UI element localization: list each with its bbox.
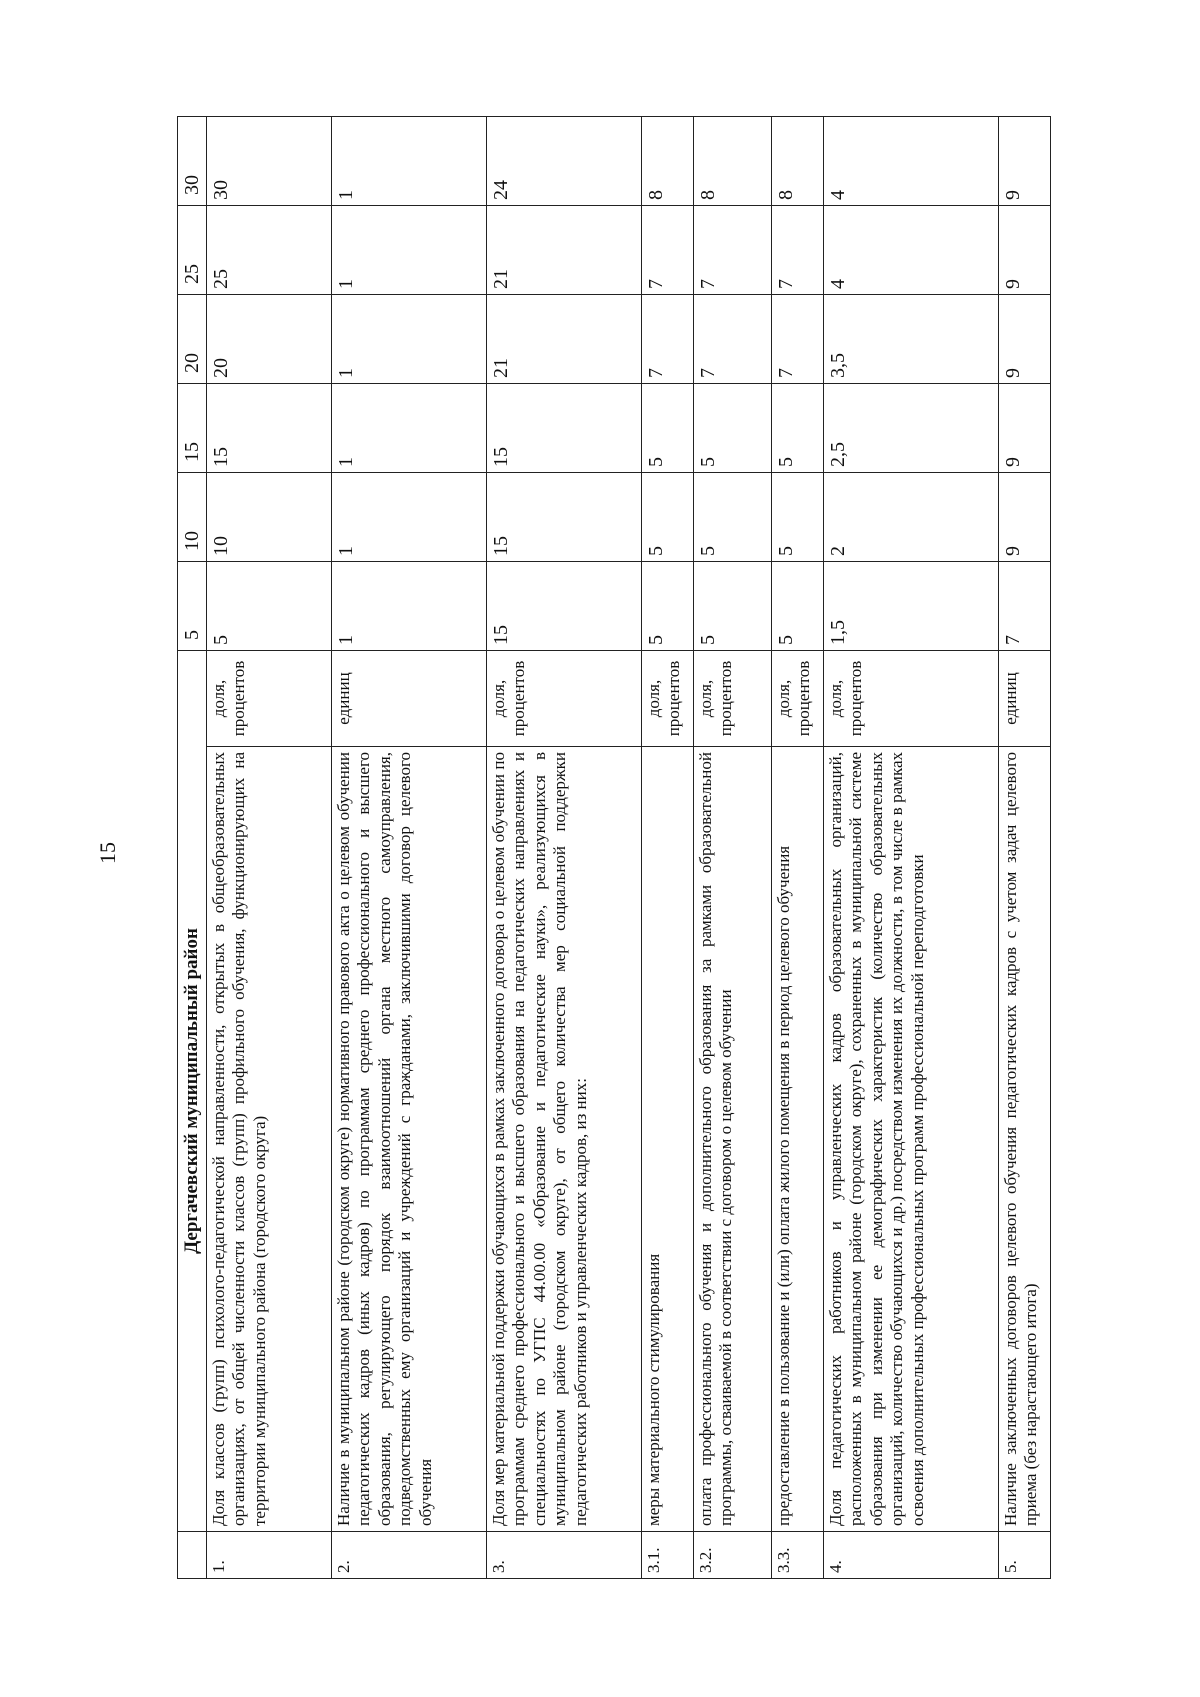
table-row [487, 117, 642, 1579]
year-header: 5 [178, 562, 207, 651]
indicator-text: Наличие заключенных договоров целевого обучения педагогических кадров с учетом задач целевого приема (без нарастающего итога) [999, 747, 1051, 1532]
value-cell: 8 [694, 117, 772, 206]
value-cell: 5 [642, 473, 694, 562]
value-cell: 24 [487, 117, 642, 206]
row-number: 3.2. [694, 1532, 772, 1579]
value-cell: 7 [772, 206, 824, 295]
value-cell: 7 [772, 295, 824, 384]
row-number: 4. [824, 1532, 999, 1579]
unit-cell: доля, процентов [207, 651, 332, 747]
value-cell: 15 [487, 562, 642, 651]
table-row [772, 117, 824, 1579]
value-cell: 5 [772, 473, 824, 562]
value-cell: 7 [642, 295, 694, 384]
indicator-text: Наличие в муниципальном районе (городском округе) нормативного правового акта о целевом обучении педагогических кадров (иных кадров) по программам среднего профессионального и высшего образования, регулирующего порядок взаимоотношений органа местного самоуправления, подведомственных ему организаций и учреждений с гражданами, заключившими договор целевого обучения [332, 747, 487, 1532]
table-header-row [178, 117, 207, 1579]
value-cell: 3,5 [824, 295, 999, 384]
indicator-text: предоставление в пользование и (или) оплата жилого помещения в период целевого обучения [772, 747, 824, 1532]
value-cell: 5 [694, 384, 772, 473]
unit-cell: доля, процентов [694, 651, 772, 747]
year-header: 10 [178, 473, 207, 562]
value-cell: 1,5 [824, 562, 999, 651]
table-row [642, 117, 694, 1579]
unit-cell: единиц [999, 651, 1051, 747]
value-cell: 2 [824, 473, 999, 562]
value-cell: 8 [642, 117, 694, 206]
value-cell: 5 [207, 562, 332, 651]
row-number: 3.3. [772, 1532, 824, 1579]
rotated-table-container [177, 117, 1041, 1579]
value-cell: 15 [207, 384, 332, 473]
row-number: 1. [207, 1532, 332, 1579]
indicator-text: Доля педагогических работников и управленческих кадров образовательных организаций, расположенных в муниципальном районе (городском округе), сохраненных в муниципальной системе образования при изменении ее демографических характеристик (количество образовательных организаций, количество обучающихся и др.) посредством изменения их должности, в том числе в рамках освоения дополнительных профессиональных программ профессиональной переподготовки [824, 747, 999, 1532]
year-header: 20 [178, 295, 207, 384]
value-cell: 1 [332, 206, 487, 295]
value-cell: 4 [824, 206, 999, 295]
value-cell: 9 [999, 295, 1051, 384]
value-cell: 7 [999, 562, 1051, 651]
unit-cell: единиц [332, 651, 487, 747]
value-cell: 10 [207, 473, 332, 562]
page-number: 15 [95, 842, 120, 864]
value-cell: 1 [332, 295, 487, 384]
table-row [694, 117, 772, 1579]
unit-cell: доля, процентов [487, 651, 642, 747]
row-number: 2. [332, 1532, 487, 1579]
value-cell: 25 [207, 206, 332, 295]
unit-cell: доля, процентов [772, 651, 824, 747]
table-row [207, 117, 332, 1579]
value-cell: 20 [207, 295, 332, 384]
value-cell: 5 [772, 384, 824, 473]
indicator-text: оплата профессионального обучения и дополнительного образования за рамками образовательной программы, осваиваемой в соответствии с договором о целевом обучении [694, 747, 772, 1532]
table-row [332, 117, 487, 1579]
value-cell: 8 [772, 117, 824, 206]
value-cell: 15 [487, 384, 642, 473]
value-cell: 7 [694, 206, 772, 295]
value-cell: 30 [207, 117, 332, 206]
unit-cell: доля, процентов [824, 651, 999, 747]
indicator-text: Доля мер материальной поддержки обучающихся в рамках заключенного договора о целевом обучении по программам среднего профессионального и высшего образования на педагогических направлениях и специальностях по УГПС 44.00.00 «Образование и педагогические науки», реализующихся в муниципальном районе (городском округе), от общего количества мер социальной поддержки педагогических работников и управленческих кадров, из них: [487, 747, 642, 1532]
value-cell: 1 [332, 562, 487, 651]
indicators-table [177, 116, 1051, 1579]
value-cell: 5 [694, 562, 772, 651]
value-cell: 2,5 [824, 384, 999, 473]
value-cell: 5 [694, 473, 772, 562]
unit-cell: доля, процентов [642, 651, 694, 747]
indicator-text: Доля классов (групп) психолого-педагогической направленности, открытых в общеобразовательных организациях, от общей численности классов (групп) профильного обучения, функционирующих на территории муниципального района (городского округа) [207, 747, 332, 1532]
value-cell: 4 [824, 117, 999, 206]
table-row [999, 117, 1051, 1579]
year-header: 15 [178, 384, 207, 473]
section-title: Дергачевский муниципальный район [178, 651, 207, 1532]
indicator-text: меры материального стимулирования [642, 747, 694, 1532]
value-cell: 21 [487, 295, 642, 384]
value-cell: 5 [642, 384, 694, 473]
value-cell: 7 [642, 206, 694, 295]
value-cell: 15 [487, 473, 642, 562]
value-cell: 9 [999, 384, 1051, 473]
value-cell: 7 [694, 295, 772, 384]
value-cell: 1 [332, 384, 487, 473]
value-cell: 1 [332, 473, 487, 562]
value-cell: 5 [642, 562, 694, 651]
value-cell: 9 [999, 206, 1051, 295]
year-header: 25 [178, 206, 207, 295]
value-cell: 21 [487, 206, 642, 295]
year-header: 30 [178, 117, 207, 206]
table-row [824, 117, 999, 1579]
value-cell: 1 [332, 117, 487, 206]
row-number: 3.1. [642, 1532, 694, 1579]
row-number: 3. [487, 1532, 642, 1579]
row-number: 5. [999, 1532, 1051, 1579]
value-cell: 5 [772, 562, 824, 651]
value-cell: 9 [999, 473, 1051, 562]
header-empty-cell [178, 1532, 207, 1579]
value-cell: 9 [999, 117, 1051, 206]
